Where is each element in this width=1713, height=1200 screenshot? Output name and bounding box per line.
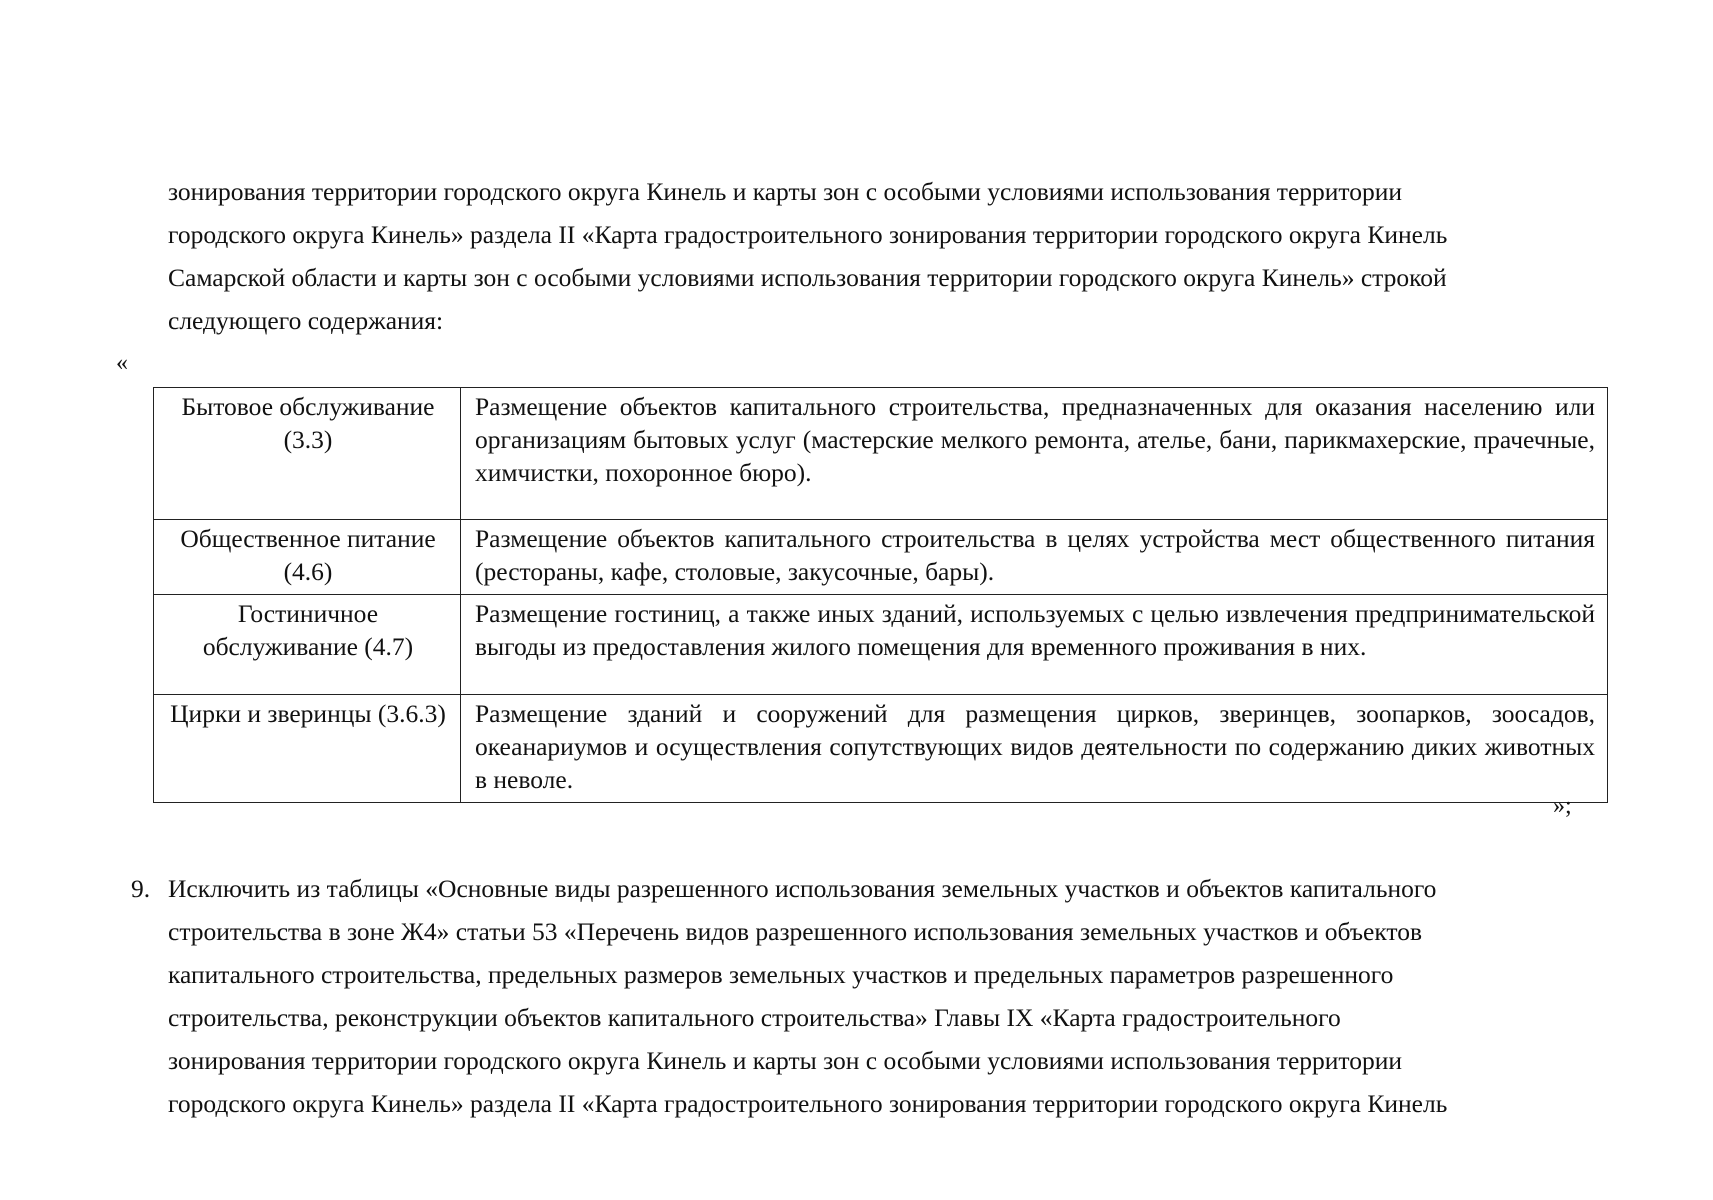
item-line: Исключить из таблицы «Основные виды разрешенного использования земельных участков и объектов капитального [168, 874, 1437, 903]
use-type-cell: Общественное питание (4.6) [154, 520, 461, 595]
item-line: городского округа Кинель» раздела II «Карта градостроительного зонирования территории городского округа Кинель [168, 1089, 1448, 1118]
use-description-cell: Размещение объектов капитального строительства в целях устройства мест общественного питания (рестораны, кафе, столовые, закусочные, бары). [461, 520, 1608, 595]
intro-line: городского округа Кинель» раздела II «Карта градостроительного зонирования территории городского округа Кинель [168, 220, 1448, 249]
use-type-cell: Бытовое обслуживание (3.3) [154, 388, 461, 520]
item-line: строительства в зоне Ж4» статьи 53 «Перечень видов разрешенного использования земельных участков и объектов [168, 917, 1422, 946]
permitted-uses-table [153, 387, 1608, 803]
table-row [154, 595, 1608, 695]
item-line: строительства, реконструкции объектов капитального строительства» Главы IX «Карта градостроительного [168, 1003, 1341, 1032]
use-type-cell: Гостиничное обслуживание (4.7) [154, 595, 461, 695]
use-description-cell: Размещение объектов капитального строительства, предназначенных для оказания населению или организациям бытовых услуг (мастерские мелкого ремонта, ателье, бани, парикмахерские, прачечные, химчистки, похоронное бюро). [461, 388, 1608, 520]
item-line: капитального строительства, предельных размеров земельных участков и предельных параметров разрешенного [168, 960, 1394, 989]
intro-line: Самарской области и карты зон с особыми условиями использования территории городского округа Кинель» строкой [168, 263, 1447, 292]
intro-paragraph [168, 170, 1608, 342]
table-row [154, 695, 1608, 803]
intro-line: следующего содержания: [168, 306, 444, 335]
table-row [154, 388, 1608, 520]
closing-quote-mark: »; [1553, 793, 1572, 819]
opening-quote-mark: « [116, 350, 128, 376]
use-description-cell: Размещение гостиниц, а также иных зданий, используемых с целью извлечения предпринимательской выгоды из предоставления жилого помещения для временного проживания в них. [461, 595, 1608, 695]
item-number: 9. [131, 874, 151, 903]
use-description-cell: Размещение зданий и сооружений для размещения цирков, зверинцев, зоопарков, зоосадов, океанариумов и осуществления сопутствующих видов деятельности по содержанию диких животных в неволе. [461, 695, 1608, 803]
intro-line: зонирования территории городского округа Кинель и карты зон с особыми условиями использования территории [168, 177, 1403, 206]
item-line: зонирования территории городского округа Кинель и карты зон с особыми условиями использования территории [168, 1046, 1403, 1075]
use-type-cell: Цирки и зверинцы (3.6.3) [154, 695, 461, 803]
table-row [154, 520, 1608, 595]
item-text [168, 867, 1608, 1125]
